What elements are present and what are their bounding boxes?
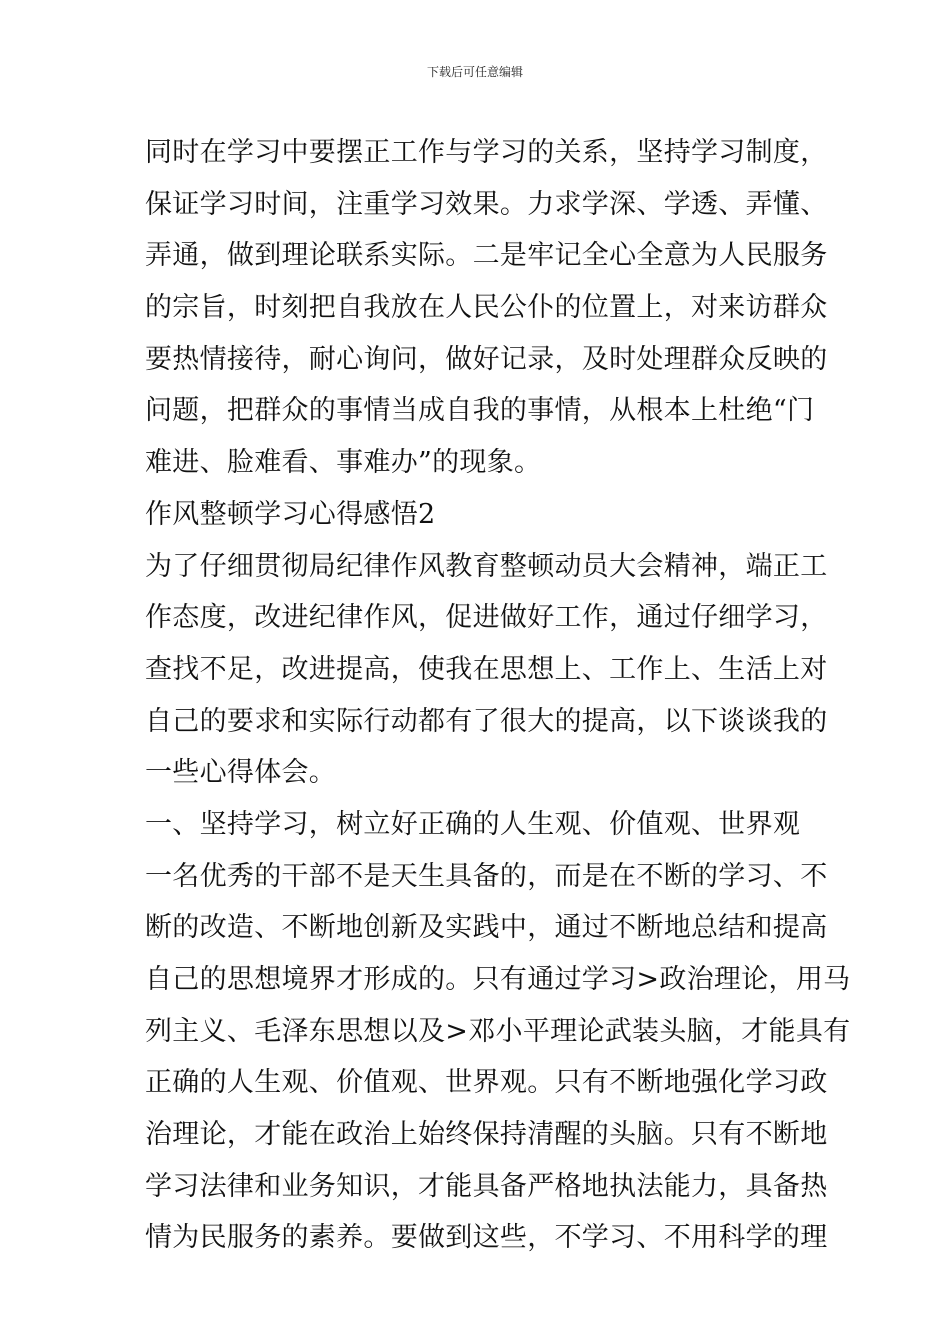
text-line: 断的改造、不断地创新及实践中，通过不断地总结和提高 xyxy=(145,912,828,944)
text-line: 学习法律和业务知识，才能具备严格地执法能力，具备热 xyxy=(145,1170,828,1202)
text-line: 正确的人生观、价值观、世界观。只有不断地强化学习政 xyxy=(145,1067,828,1099)
text-line: 要热情接待，耐心询问，做好记录，及时处理群众反映的 xyxy=(145,343,828,375)
text-line: 自己的要求和实际行动都有了很大的提高，以下谈谈我的 xyxy=(145,705,828,737)
text-line: 作态度，改进纪律作风，促进做好工作，通过仔细学习， xyxy=(145,602,828,634)
document-body xyxy=(145,127,851,1264)
text-line: 弄通，做到理论联系实际。二是牢记全心全意为人民服务 xyxy=(145,240,828,272)
subsection-heading: 一、坚持学习，树立好正确的人生观、价值观、世界观 xyxy=(145,808,801,840)
text-line: 一名优秀的干部不是天生具备的，而是在不断的学习、不 xyxy=(145,860,828,892)
text-line: 一些心得体会。 xyxy=(145,757,337,789)
text-line: 查找不足，改进提高，使我在思想上、工作上、生活上对 xyxy=(145,653,828,685)
text-line: 问题，把群众的事情当成自我的事情，从根本上杜绝“门 xyxy=(145,395,815,427)
text-line: 列主义、毛泽东思想以及>邓小平理论武装头脑，才能具有 xyxy=(145,1015,851,1047)
text-line: 的宗旨，时刻把自我放在人民公仆的位置上，对来访群众 xyxy=(145,292,828,324)
text-line: 保证学习时间，注重学习效果。力求学深、学透、弄懂、 xyxy=(145,188,828,220)
text-line: 治理论，才能在政治上始终保持清醒的头脑。只有不断地 xyxy=(145,1119,828,1151)
section-title: 作风整顿学习心得感悟2 xyxy=(145,498,436,530)
text-line: 难进、脸难看、事难办”的现象。 xyxy=(145,447,542,479)
text-line: 自己的思想境界才形成的。只有通过学习>政治理论，用马 xyxy=(145,964,851,995)
text-line: 情为民服务的素养。要做到这些，不学习、不用科学的理 xyxy=(145,1222,828,1254)
text-line: 为了仔细贯彻局纪律作风教育整顿动员大会精神，端正工 xyxy=(145,550,828,582)
page-header: 下载后可任意编辑 xyxy=(426,65,523,79)
text-line: 同时在学习中要摆正工作与学习的关系，坚持学习制度， xyxy=(145,137,828,168)
